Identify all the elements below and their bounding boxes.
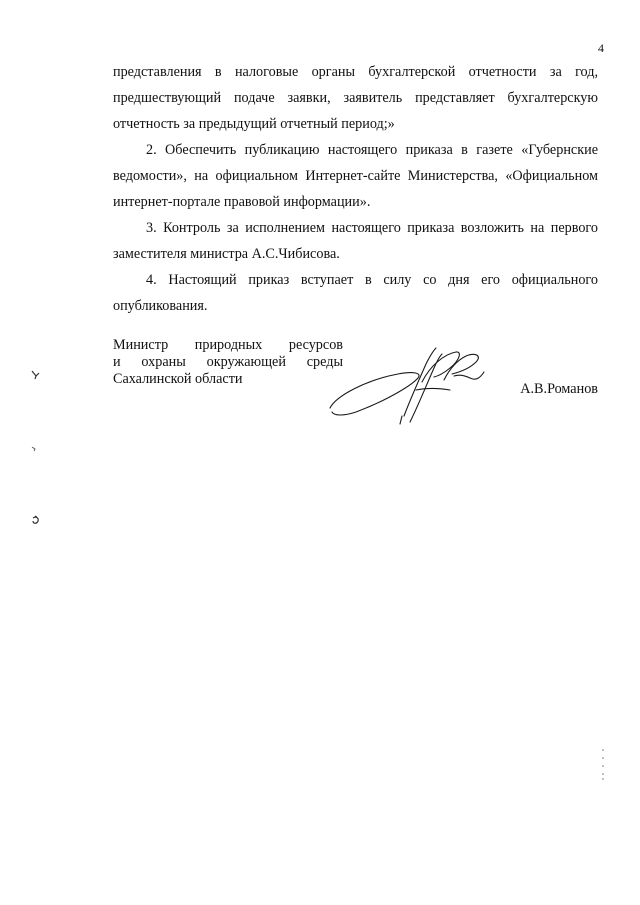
paragraph-continuation xyxy=(113,59,598,137)
signer-title-line: Сахалинской области xyxy=(113,371,243,387)
paragraph-line: 4. Настоящий приказ вступает в силу со дня его официального xyxy=(146,272,598,288)
margin-mark xyxy=(30,445,38,453)
paragraph-line: отчетность за предыдущий отчетный период;» xyxy=(113,116,395,132)
paragraph-line: ведомости», на официальном Интернет-сайте Министерства, xyxy=(113,168,498,184)
paragraph-line: «Официальном интернет-портале правовой информации». xyxy=(113,168,599,210)
document-body xyxy=(113,59,598,319)
paragraph-item-2 xyxy=(113,137,598,215)
signer-title-line: Министр природных ресурсов xyxy=(113,337,343,353)
signer-title xyxy=(113,337,343,388)
handwritten-signature xyxy=(326,330,506,430)
signature-block xyxy=(113,337,598,437)
paragraph-line: 3. Контроль за исполнением настоящего приказа возложить на xyxy=(146,220,545,236)
dotted-mark xyxy=(601,748,605,780)
paragraph-item-3 xyxy=(113,215,598,267)
paragraph-item-4 xyxy=(113,267,598,319)
page-number: 4 xyxy=(598,41,604,55)
paragraph-line: предшествующий подаче заявки, заявитель представляет бухгалтерскую xyxy=(113,90,598,106)
paragraph-line: представления в налоговые органы бухгалтерской отчетности за год, xyxy=(113,64,598,80)
signer-name: А.В.Романов xyxy=(520,381,598,397)
paragraph-line: опубликования. xyxy=(113,298,208,314)
margin-mark xyxy=(30,368,42,380)
signer-title-line: и охраны окружающей среды xyxy=(113,354,343,370)
paragraph-line: 2. Обеспечить публикацию настоящего приказа в газете «Губернские xyxy=(146,142,598,158)
margin-mark xyxy=(30,514,42,526)
paragraph-line: первого заместителя министра А.С.Чибисова. xyxy=(113,220,598,262)
